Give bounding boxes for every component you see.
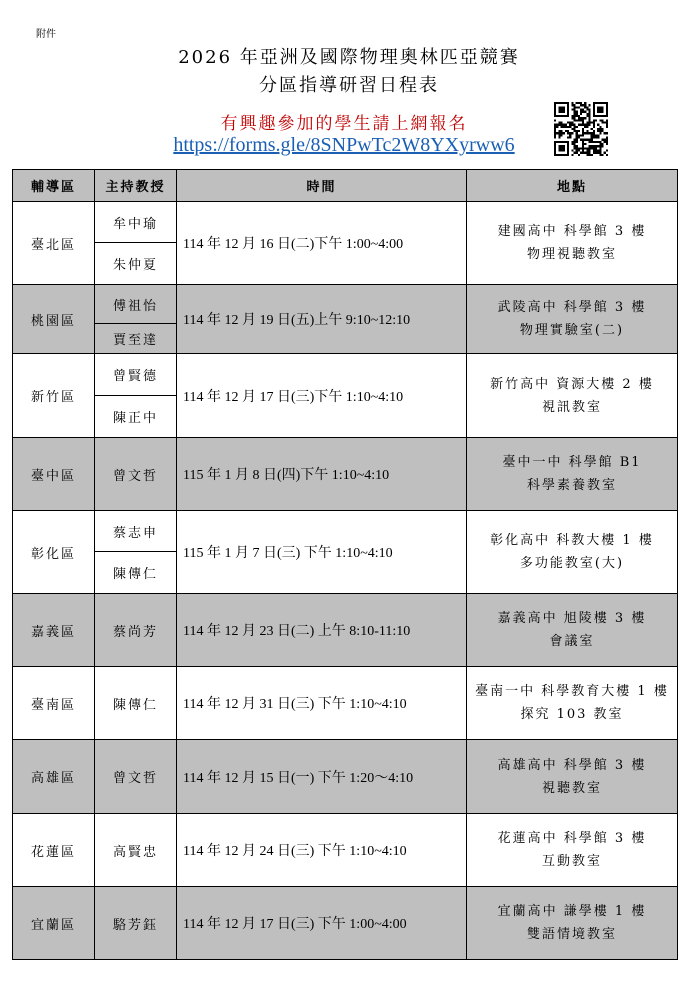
location-cell [467,594,678,667]
region-cell: 臺北區 [13,202,95,285]
location-cell [467,285,678,354]
location-cell [467,511,678,594]
location-line: 臺南一中 科學教育大樓 1 樓 [475,684,669,699]
header-time: 時間 [177,170,467,202]
header-teacher: 主持教授 [95,170,177,202]
location-line: 高雄高中 科學館 3 樓 [497,757,647,773]
location-line: 互動教室 [541,854,602,869]
time-cell: 114 年 12 月 31 日(三) 下午 1:10~4:10 [177,667,467,740]
table-row [13,285,678,324]
table-row [13,594,678,667]
location-cell [467,667,678,740]
location-cell [467,740,678,814]
location-line: 視聽教室 [541,780,602,796]
schedule-table [12,169,678,960]
teacher-cell: 陳傳仁 [95,667,177,740]
time-cell: 114 年 12 月 24 日(三) 下午 1:10~4:10 [177,814,467,887]
region-cell: 新竹區 [13,354,95,438]
location-line: 嘉義高中 旭陵樓 3 樓 [497,611,647,626]
header-region: 輔導區 [13,170,95,202]
location-line: 花蓮高中 科學館 3 樓 [497,831,647,846]
location-line: 新竹高中 資源大樓 2 樓 [490,376,654,392]
time-cell: 115 年 1 月 8 日(四)下午 1:10~4:10 [177,438,467,511]
teacher-cell: 曾文哲 [95,438,177,511]
location-line: 建國高中 科學館 3 樓 [497,224,647,239]
region-cell: 臺南區 [13,667,95,740]
teacher-cell: 陳傳仁 [95,552,177,594]
location-line: 科學素養教室 [526,478,617,493]
location-line: 會議室 [549,634,595,649]
region-cell: 彰化區 [13,511,95,594]
location-cell [467,887,678,960]
region-cell: 高雄區 [13,740,95,814]
table-row [13,511,678,552]
table-header-row [13,170,678,202]
table-row [13,887,678,960]
table-row [13,740,678,814]
location-cell [467,438,678,511]
table-row [13,667,678,740]
teacher-cell: 曾文哲 [95,740,177,814]
time-cell: 114 年 12 月 23 日(二) 上午 8:10-11:10 [177,594,467,667]
region-cell: 桃園區 [13,285,95,354]
teacher-cell: 高賢忠 [95,814,177,887]
region-cell: 花蓮區 [13,814,95,887]
teacher-cell: 蔡尚芳 [95,594,177,667]
teacher-cell: 陳正中 [95,396,177,438]
location-line: 臺中一中 科學館 B1 [502,455,642,470]
teacher-cell: 牟中瑜 [95,202,177,243]
time-cell: 114 年 12 月 16 日(二)下午 1:00~4:00 [177,202,467,285]
page-subtitle: 分區指導研習日程表 [259,75,439,96]
location-line: 雙語情境教室 [526,927,617,942]
teacher-cell: 駱芳鈺 [95,887,177,960]
signup-link[interactable]: https://forms.gle/8SNPwTc2W8YXyrww6 [173,134,515,156]
location-line: 多功能教室(大) [519,556,625,571]
table-row [13,438,678,511]
table-row [13,814,678,887]
time-cell: 114 年 12 月 15 日(一) 下午 1:20～4:10 [177,740,467,814]
region-cell: 嘉義區 [13,594,95,667]
location-cell [467,814,678,887]
teacher-cell: 曾賢德 [95,354,177,396]
location-line: 武陵高中 科學館 3 樓 [497,300,647,315]
teacher-cell: 賈至達 [95,324,177,354]
location-line: 彰化高中 科教大樓 1 樓 [490,533,654,548]
header-location: 地點 [467,170,678,202]
region-cell: 臺中區 [13,438,95,511]
location-line: 物理視聽教室 [526,247,617,262]
teacher-cell: 蔡志申 [95,511,177,552]
location-line: 探究 103 教室 [520,707,624,722]
attachment-label: 附件 [36,29,56,40]
table-row [13,202,678,243]
time-cell: 114 年 12 月 17 日(三) 下午 1:00~4:00 [177,887,467,960]
table-row [13,354,678,396]
location-cell [467,354,678,438]
teacher-cell: 傅祖怡 [95,285,177,324]
region-cell: 宜蘭區 [13,887,95,960]
time-cell: 114 年 12 月 19 日(五)上午 9:10~12:10 [177,285,467,354]
location-line: 視訊教室 [541,399,602,415]
page-title: 2026 年亞洲及國際物理奧林匹亞競賽 [178,47,520,68]
teacher-cell: 朱仲夏 [95,243,177,285]
time-cell: 115 年 1 月 7 日(三) 下午 1:10~4:10 [177,511,467,594]
time-cell: 114 年 12 月 17 日(三)下午 1:10~4:10 [177,354,467,438]
location-line: 物理實驗室(二) [519,323,625,338]
location-cell [467,202,678,285]
location-line: 宜蘭高中 謙學樓 1 樓 [497,904,647,919]
signup-notice: 有興趣參加的學生請上網報名 [220,114,468,134]
qr-code-icon [553,102,609,156]
